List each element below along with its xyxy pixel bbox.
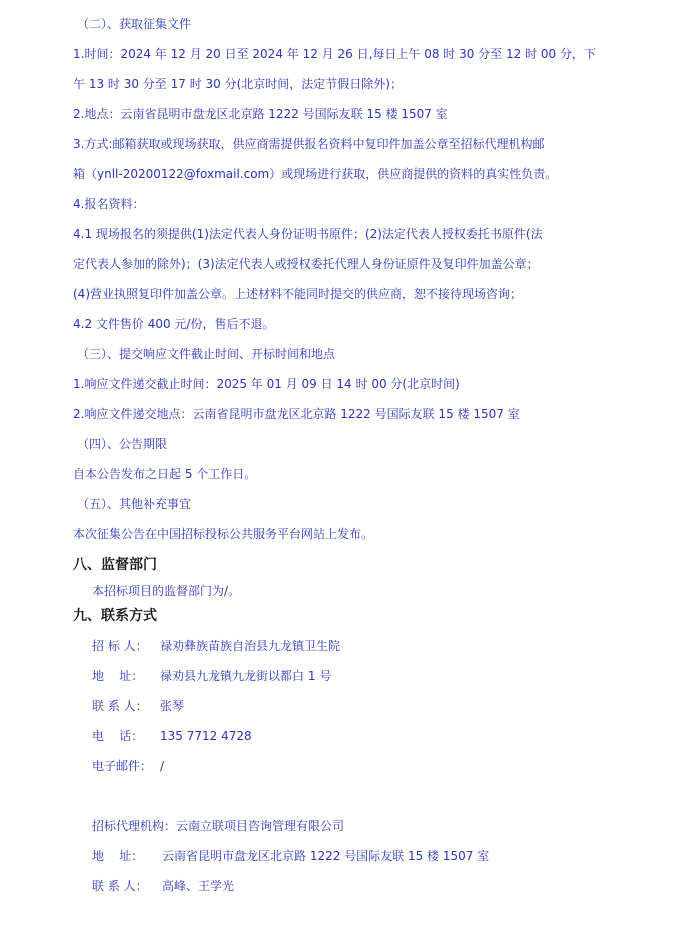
heading-contact: 九、联系方式 <box>73 608 157 624</box>
agency-address-label: 地 址： <box>92 849 144 863</box>
section-5-title: （五）、其他补充事宜 <box>77 497 192 511</box>
phone-row <box>92 728 652 744</box>
tenderer-label: 招 标 人： <box>92 639 148 653</box>
agency-row <box>92 818 652 834</box>
agency-contact-value: 高峰、王学光 <box>162 879 235 893</box>
section-2-registration-title: 4.报名资料： <box>73 197 145 211</box>
phone-label: 电 话： <box>92 729 144 743</box>
section-4-body: 自本公告发布之日起 5 个工作日。 <box>73 467 257 481</box>
section-2-registration-line-1: 4.1 现场报名的须提供(1)法定代表人身份证明书原件；(2)法定代表人授权委托书原件(法 <box>73 227 543 241</box>
email-label: 电子邮件： <box>92 759 153 773</box>
phone-value: 135 7712 4728 <box>160 729 252 743</box>
heading-supervision: 八、监督部门 <box>73 557 157 573</box>
section-2-registration-line-3: (4)营业执照复印件加盖公章。上述材料不能同时提交的供应商，恕不接待现场咨询； <box>73 287 523 301</box>
section-2-time-line-2: 午 13 时 30 分至 17 时 30 分(北京时间，法定节假日除外)； <box>73 77 402 91</box>
address-label: 地 址： <box>92 669 144 683</box>
contact-value: 张琴 <box>160 699 185 713</box>
agency-value: 云南立联项目咨询管理有限公司 <box>176 819 345 833</box>
section-2-time-line-1: 1.时间：2024 年 12 月 20 日至 2024 年 12 月 26 日,每日上午 08 时 30 分至 12 时 00 分，下 <box>73 47 596 61</box>
agency-label: 招标代理机构： <box>92 819 177 833</box>
email-row <box>92 758 652 774</box>
agency-contact-label: 联 系 人： <box>92 879 148 893</box>
supervision-body: 本招标项目的监督部门为/。 <box>92 584 241 598</box>
section-3-deadline: 1.响应文件递交截止时间：2025 年 01 月 09 日 14 时 00 分(北京时间) <box>73 377 460 391</box>
section-2-method-line-1: 3.方式:邮箱获取或现场获取，供应商需提供报名资料中复印件加盖公章至招标代理机构邮 <box>73 137 545 151</box>
section-3-title: （三）、提交响应文件截止时间、开标时间和地点 <box>77 347 336 361</box>
contact-label: 联 系 人： <box>92 699 148 713</box>
section-2-registration-line-2: 定代表人参加的除外)；(3)法定代表人或授权委托代理人身份证原件及复印件加盖公章； <box>73 257 539 271</box>
section-2-registration-line-4: 4.2 文件售价 400 元/份，售后不退。 <box>73 317 275 331</box>
section-2-title: （二）、获取征集文件 <box>77 17 192 31</box>
agency-contact-row <box>92 878 652 894</box>
section-2-place: 2.地点：云南省昆明市盘龙区北京路 1222 号国际友联 15 楼 1507 室 <box>73 107 448 121</box>
section-3-place: 2.响应文件递交地点：云南省昆明市盘龙区北京路 1222 号国际友联 15 楼 1507 室 <box>73 407 520 421</box>
tenderer-row <box>92 638 652 654</box>
contact-row <box>92 698 652 714</box>
tenderer-value: 禄劝彝族苗族自治县九龙镇卫生院 <box>160 639 341 653</box>
section-2-method-line-2: 箱（ynll-20200122@foxmail.com）或现场进行获取，供应商提供的资料的真实性负责。 <box>73 167 558 181</box>
address-value: 禄劝县九龙镇九龙街以都白 1 号 <box>160 669 332 683</box>
agency-address-value: 云南省昆明市盘龙区北京路 1222 号国际友联 15 楼 1507 室 <box>162 849 490 863</box>
address-row <box>92 668 652 684</box>
agency-address-row <box>92 848 652 864</box>
section-4-title: （四）、公告期限 <box>77 437 168 451</box>
email-value: / <box>160 759 165 773</box>
section-5-body: 本次征集公告在中国招标投标公共服务平台网站上发布。 <box>73 527 374 541</box>
